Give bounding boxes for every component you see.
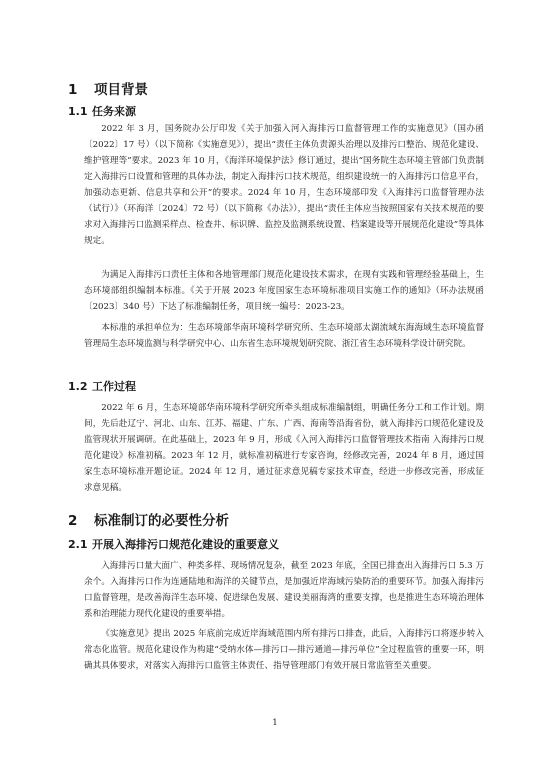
subsection-heading-1-2 (68, 378, 136, 394)
paragraph: 《实施意见》提出 2025 年底前完成近岸海域范围内所有排污口排查，此后，入海排污口将逐步转入常态化监管。规范化建设作为构建“受纳水体—排污口—排污通道—排污单位”全过程监管的重要一环，明确其具体要求，对落实入海排污口监管主体责任、指导管理部门有效开展日常监管至关重要。 (84, 629, 484, 671)
paragraph: 本标准的承担单位为：生态环境部华南环境科学研究所、生态环境部太湖流域东海海域生态环境监督管理局生态环境监测与科学研究中心、山东省生态环境规划研究院、浙江省生态环境科学设计研究院。 (84, 323, 484, 349)
section-title: 项目背景 (94, 82, 148, 98)
subsection-title: 任务来源 (92, 105, 136, 118)
paragraph: 入海排污口量大面广、种类多样、现场情况复杂，截至 2023 年底，全国已排查出入海排污口 5.3 万余个。入海排污口作为连通陆地和海洋的关键节点，是加强近岸海域污染防治的重要环节。加强入海排污口监督管理，是改善海洋生态环境、促进绿色发展、建设美丽海湾的重要支撑，也是推进生态环境治理体系和治理能力现代化建设的重要举措。 (84, 561, 484, 619)
paragraph: 2022 年 3 月，国务院办公厅印发《关于加强入河入海排污口监督管理工作的实施意见》（国办函〔2022〕17 号）（以下简称《实施意见》），提出“责任主体负责源头治理以及排污口整治、规范化建设、维护管理等”要求。2023 年 10 月，《海洋环境保护法》修订通过，提出“国务院生态环境主管部门负责制定入海排污口设置和管理的具体办法，制定入海排污口技术规范，组织建设统一的入海排污口信息平台，加强动态更新、信息共享和公开”的要求。2024 年 10 月，生态环境部印发《入海排污口监督管理办法（试行）》（环海洋〔2024〕72 号）（以下简称《办法》），提出“责任主体应当按照国家有关技术规范的要求对入海排污口监测采样点、检查井、标识牌、监控及监测系统设置、档案建设等开展规范化建设”等具体规定。 (84, 124, 484, 246)
section-number: 2 (68, 513, 78, 529)
paragraph: 为满足入海排污口责任主体和各地管理部门规范化建设技术需求，在现有实践和管理经验基础上，生态环境部组织编制本标准。《关于开展 2023 年度国家生态环境标准项目实施工作的通知》（环办法规函〔2023〕340 号）下达了标准编制任务，项目统一编号：2023-23。 (84, 270, 484, 312)
subsection-title: 工作过程 (92, 380, 136, 393)
section-heading-2 (68, 509, 229, 529)
subsection-heading-1-1 (68, 103, 136, 119)
section-number: 1 (68, 82, 78, 98)
subsection-number: 1.1 (68, 105, 88, 118)
page-number: 1 (272, 718, 278, 728)
section-heading-1 (68, 78, 148, 98)
subsection-number: 2.1 (68, 538, 88, 551)
paragraph: 2022 年 6 月，生态环境部华南环境科学研究所牵头组成标准编制组，明确任务分工和工作计划。期间，先后赴辽宁、河北、山东、江苏、福建、广东、广西、海南等沿海省份，就入海排污口规范化建设及监管现状开展调研。在此基础上，2023 年 9 月，形成《入河入海排污口监督管理技术指南 入海排污口规范化建设》标准初稿。2023 年 12 月，就标准初稿进行专家咨询，经修改完善，2024 年 8 月，通过国家生态环境标准开题论证。2024 年 12 月，通过征求意见稿专家技术审查，经进一步修改完善，形成征求意见稿。 (84, 403, 484, 493)
subsection-number: 1.2 (68, 380, 88, 393)
subsection-heading-2-1 (68, 536, 279, 552)
subsection-title: 开展入海排污口规范化建设的重要意义 (92, 538, 279, 551)
section-title: 标准制订的必要性分析 (94, 513, 229, 529)
